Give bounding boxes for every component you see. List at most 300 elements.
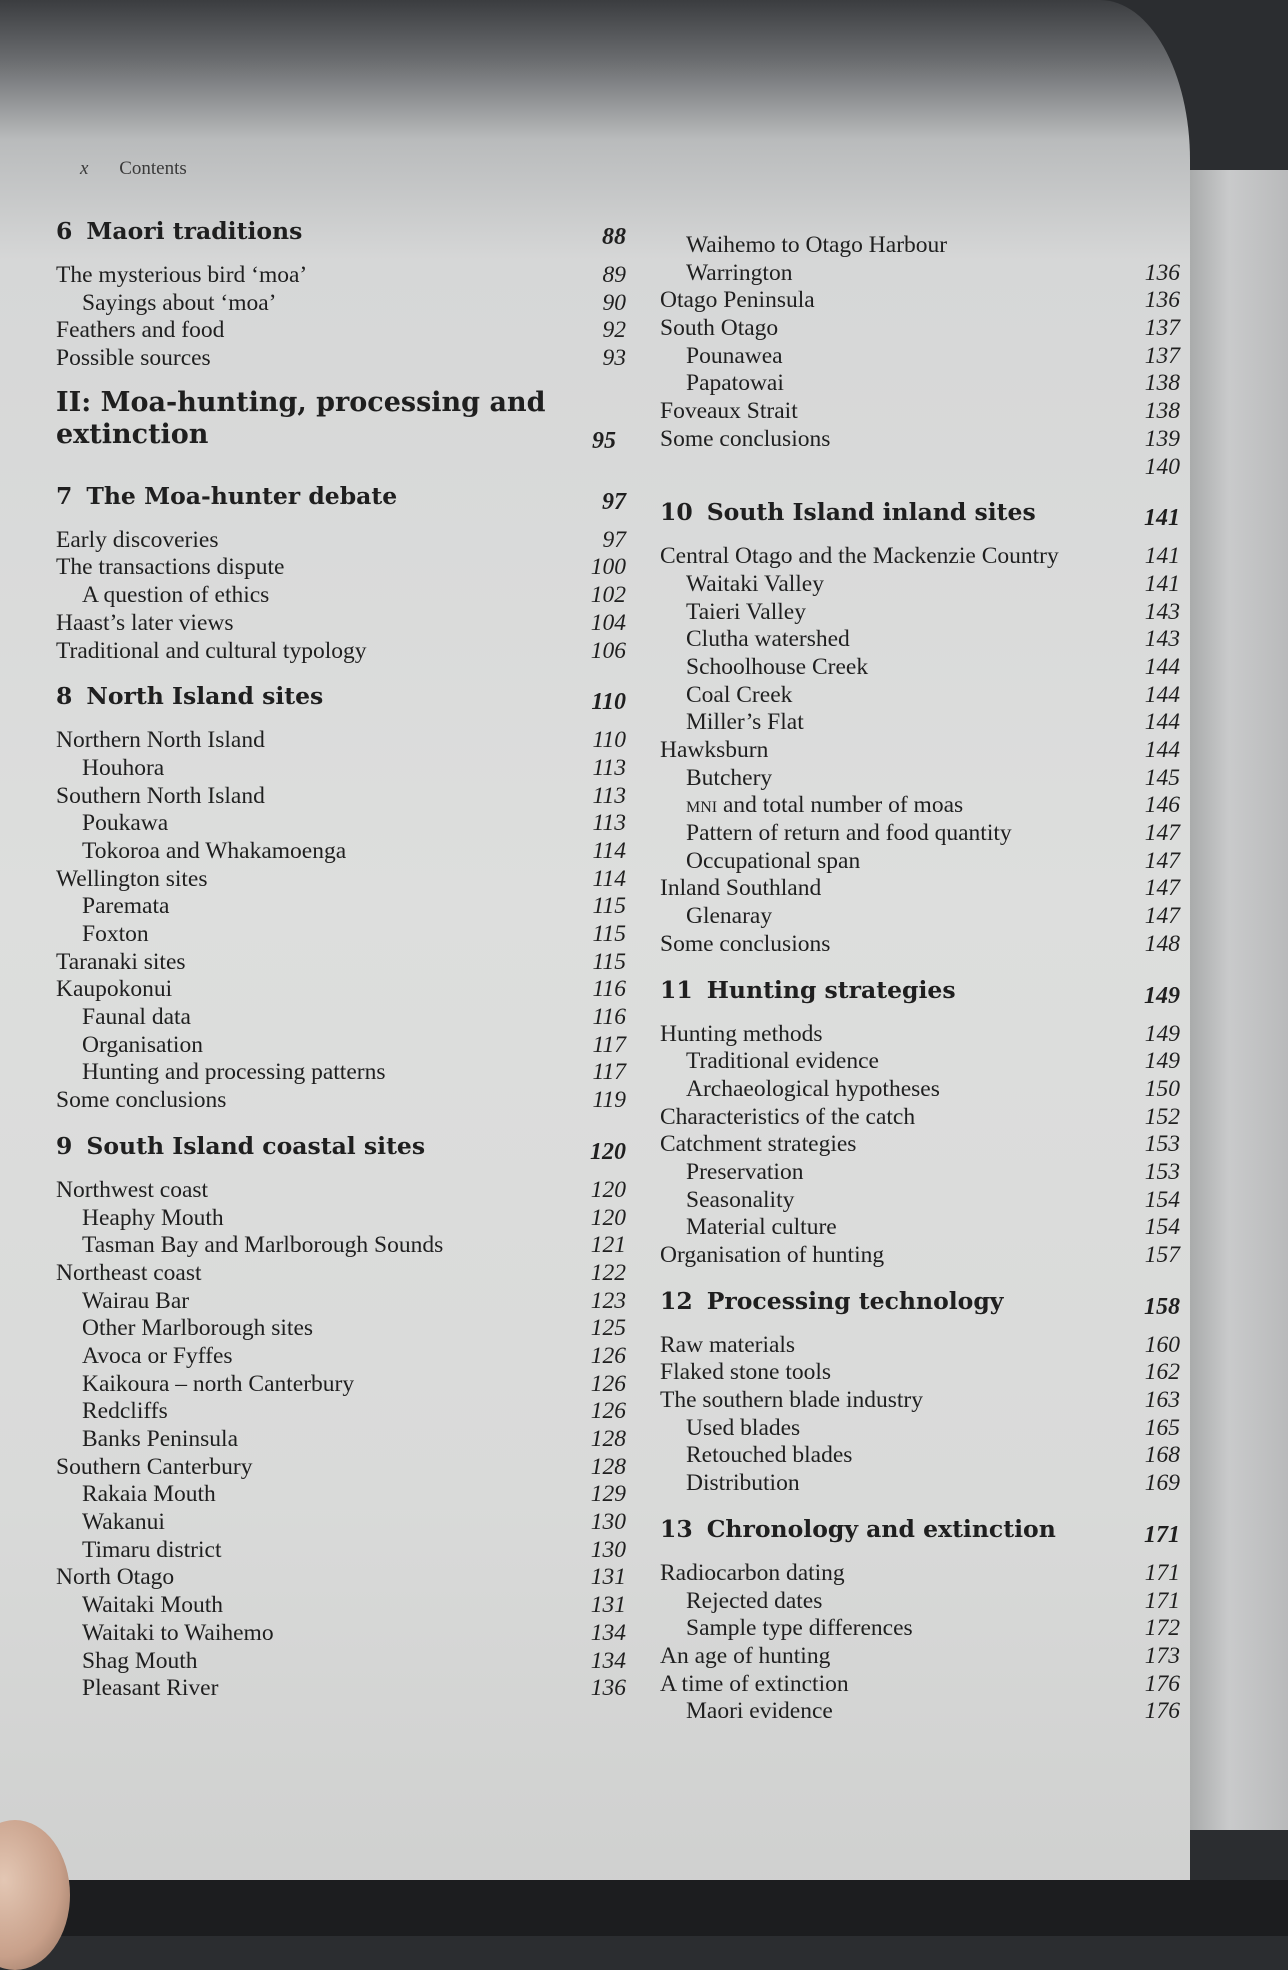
entry-title: Redcliffs	[82, 1398, 168, 1425]
entry-page: 115	[592, 921, 626, 947]
toc-entry	[660, 1671, 1180, 1699]
toc-entry	[660, 315, 1180, 343]
page-number: x	[80, 158, 89, 179]
entry-page: 116	[592, 1004, 626, 1031]
toc-entry	[56, 345, 626, 373]
chapter-heading	[660, 1512, 1180, 1546]
entry-title: Flaked stone tools	[660, 1359, 832, 1386]
entry-page: 149	[1144, 1020, 1180, 1047]
entry-page: 104	[590, 609, 626, 636]
toc-subentry	[660, 260, 1180, 288]
entry-title: Characteristics of the catch	[660, 1103, 916, 1130]
entry-page: 126	[590, 1370, 626, 1397]
entry-page: 139	[1144, 425, 1180, 452]
toc-subentry	[660, 1214, 1180, 1242]
section-gap	[56, 713, 626, 727]
section-gap	[660, 1007, 1180, 1021]
toc-subentry	[660, 626, 1180, 654]
entry-page: 150	[1144, 1075, 1180, 1102]
entry-title: Sample type differences	[686, 1615, 913, 1642]
chapter-title: South Island inland sites	[706, 498, 1036, 527]
entry-page: 129	[590, 1481, 626, 1508]
entry-title: Clutha watershed	[686, 626, 850, 653]
toc-entry	[56, 262, 626, 290]
toc-entry	[56, 866, 626, 894]
entry-page: 147	[1144, 875, 1180, 902]
entry-title: Otago Peninsula	[660, 287, 815, 314]
entry-title: Hunting methods	[660, 1020, 823, 1047]
section-gap	[56, 513, 626, 527]
entry-title: Occupational span	[686, 847, 861, 874]
entry-title: Waihemo to Otago Harbour	[686, 232, 948, 258]
toc-subentry	[56, 582, 626, 610]
entry-page: 153	[1144, 1131, 1180, 1158]
entry-page: 154	[1144, 1186, 1180, 1213]
toc-entry	[660, 1332, 1180, 1360]
entry-title: Material culture	[686, 1214, 837, 1241]
toc-subentry	[660, 903, 1180, 931]
entry-title: Northeast coast	[56, 1259, 202, 1286]
entry-title: mni and total number of moas	[686, 792, 964, 819]
section-gap	[660, 1546, 1180, 1560]
entry-page: 147	[1144, 903, 1180, 930]
toc-entry	[660, 1359, 1180, 1387]
toc-subentry	[56, 1592, 626, 1620]
entry-title: Raw materials	[660, 1331, 796, 1358]
entry-title: Shag Mouth	[82, 1647, 198, 1674]
entry-page: 144	[1144, 737, 1180, 763]
toc-entry	[660, 1104, 1180, 1132]
entry-page: 110	[592, 727, 626, 754]
toc-subentry	[56, 893, 626, 921]
toc-subentry	[660, 1615, 1180, 1643]
entry-title: Preservation	[686, 1158, 804, 1185]
entry-title: Taieri Valley	[686, 598, 806, 625]
running-head	[80, 158, 187, 180]
toc-subentry	[660, 1076, 1180, 1104]
toc-entry	[660, 931, 1180, 959]
entry-page: 165	[1144, 1414, 1180, 1441]
entry-page: 100	[590, 554, 626, 581]
chapter-page: 88	[602, 224, 626, 250]
toc-entry	[56, 610, 626, 638]
entry-title: Some conclusions	[660, 425, 831, 452]
toc-subentry	[660, 1442, 1180, 1470]
running-head-title: Contents	[119, 158, 187, 179]
entry-title: Warrington	[686, 259, 793, 286]
entry-title: Timaru district	[82, 1536, 222, 1563]
toc-subentry	[56, 1509, 626, 1537]
entry-title: Foxton	[82, 921, 149, 947]
toc-subentry	[56, 1426, 626, 1454]
entry-page: 140	[1144, 453, 1180, 480]
chapter-number: 11	[660, 975, 693, 1004]
toc-subentry	[660, 370, 1180, 398]
desk-shadow	[0, 1880, 1288, 1936]
toc-subentry	[660, 709, 1180, 737]
toc-entry	[56, 1177, 626, 1205]
section-gap	[660, 1498, 1180, 1512]
entry-title: Banks Peninsula	[82, 1426, 239, 1452]
part-page: 95	[592, 427, 616, 454]
entry-page: 145	[1144, 764, 1180, 791]
chapter-heading	[660, 495, 1180, 532]
chapter-page: 120	[590, 1138, 626, 1165]
entry-title: Wellington sites	[56, 865, 208, 892]
entry-title: Houhora	[82, 754, 165, 781]
entry-title: Organisation of hunting	[660, 1242, 885, 1268]
entry-title: Taranaki sites	[56, 948, 186, 975]
toc-subentry	[56, 1398, 626, 1426]
entry-page: 143	[1144, 626, 1180, 653]
chapter-page: 158	[1144, 1293, 1180, 1320]
toc-right-column	[660, 232, 1180, 1726]
toc-entry	[56, 1087, 626, 1115]
toc-subentry	[660, 571, 1180, 599]
toc-entry	[660, 543, 1180, 571]
section-gap	[56, 465, 626, 479]
entry-title: Faunal data	[82, 1004, 191, 1031]
toc-subentry	[660, 1415, 1180, 1443]
entry-page: 136	[590, 1675, 626, 1702]
toc-subentry	[660, 682, 1180, 710]
entry-page: 149	[1144, 1048, 1180, 1075]
entry-page: 93	[602, 345, 626, 372]
entry-page: 117	[592, 1059, 626, 1086]
entry-title: Traditional and cultural typology	[56, 637, 367, 664]
toc-left-column	[56, 214, 626, 1703]
entry-page: 146	[1144, 792, 1180, 819]
toc-subentry	[56, 1032, 626, 1060]
entry-page: 120	[590, 1176, 626, 1203]
entry-page: 115	[592, 893, 626, 920]
entry-page: 176	[1144, 1698, 1180, 1725]
toc-subentry	[660, 232, 1180, 260]
entry-page: 131	[590, 1564, 626, 1591]
entry-page: 113	[592, 810, 626, 837]
toc-subentry	[660, 1698, 1180, 1726]
chapter-page: 141	[1144, 505, 1180, 532]
entry-page: 131	[590, 1592, 626, 1619]
chapter-title: Processing technology	[706, 1286, 1004, 1315]
entry-title: Some conclusions	[660, 930, 831, 957]
toc-subentry	[56, 1481, 626, 1509]
entry-title: Rejected dates	[686, 1587, 823, 1614]
entry-page: 168	[1144, 1442, 1180, 1469]
toc-entry	[660, 398, 1180, 426]
entry-page: 114	[592, 837, 626, 864]
entry-page: 171	[1144, 1559, 1180, 1586]
entry-page: 128	[590, 1453, 626, 1480]
entry-title: Glenaray	[686, 903, 773, 930]
toc-entry	[660, 875, 1180, 903]
toc-subentry	[660, 1159, 1180, 1187]
entry-page: 172	[1144, 1615, 1180, 1642]
entry-title: Some conclusions	[56, 1087, 227, 1114]
entry-title: Papatowai	[686, 370, 784, 397]
entry-title: The southern blade industry	[660, 1387, 924, 1414]
chapter-heading	[56, 1129, 626, 1163]
section-gap	[660, 1270, 1180, 1284]
entry-page: 134	[590, 1619, 626, 1646]
chapter-heading	[660, 1284, 1180, 1318]
entry-title: Paremata	[82, 893, 170, 920]
entry-page: 141	[1144, 570, 1180, 597]
toc-subentry	[660, 1048, 1180, 1076]
entry-page: 144	[1144, 653, 1180, 680]
chapter-heading	[660, 973, 1180, 1007]
toc-entry	[660, 287, 1180, 315]
entry-title: Inland Southland	[660, 875, 822, 902]
entry-title: Waitaki Mouth	[82, 1592, 224, 1619]
section-gap	[660, 481, 1180, 495]
entry-title: The mysterious bird ‘moa’	[56, 262, 308, 288]
entry-page: 97	[602, 526, 626, 553]
entry-title: The transactions dispute	[56, 554, 285, 581]
entry-page: 102	[590, 582, 626, 609]
entry-title: Avoca or Fyffes	[82, 1342, 233, 1369]
entry-page: 134	[590, 1647, 626, 1674]
entry-title: Pattern of return and food quantity	[686, 820, 1012, 847]
toc-subentry	[56, 1059, 626, 1087]
entry-title: South Otago	[660, 315, 779, 342]
entry-page: 89	[602, 262, 626, 288]
toc-subentry	[56, 1288, 626, 1316]
chapter-number: 6	[56, 217, 73, 245]
chapter-number: 12	[660, 1286, 693, 1315]
entry-title: Southern North Island	[56, 782, 265, 809]
entry-title: Waitaki Valley	[686, 570, 824, 597]
entry-page: 113	[592, 782, 626, 809]
entry-page: 137	[1144, 315, 1180, 342]
part-title: II: Moa-hunting, processing and extinction	[56, 386, 546, 450]
toc-subentry	[56, 290, 626, 318]
entry-title: Used blades	[686, 1414, 801, 1441]
entry-page: 147	[1144, 847, 1180, 874]
toc-subentry	[56, 1648, 626, 1676]
entry-title: Haast’s later views	[56, 609, 234, 636]
section-gap	[56, 451, 626, 465]
section-gap	[56, 248, 626, 262]
entry-title: Archaeological hypotheses	[686, 1075, 940, 1102]
toc-entry	[56, 727, 626, 755]
entry-page: 147	[1144, 820, 1180, 847]
toc-subentry	[660, 343, 1180, 371]
toc-entry	[56, 1564, 626, 1592]
section-gap	[660, 1318, 1180, 1332]
entry-page: 92	[602, 317, 626, 344]
entry-page: 144	[1144, 681, 1180, 708]
entry-page: 114	[592, 865, 626, 892]
entry-title: Feathers and food	[56, 317, 225, 344]
toc-subentry	[660, 1588, 1180, 1616]
entry-title: An age of hunting	[660, 1642, 831, 1669]
entry-page: 144	[1144, 709, 1180, 736]
toc-entry	[56, 976, 626, 1004]
entry-page: 141	[1144, 543, 1180, 570]
entry-title: Retouched blades	[686, 1442, 853, 1469]
entry-title: Waitaki to Waihemo	[82, 1619, 274, 1646]
entry-page: 115	[592, 948, 626, 975]
section-gap	[56, 1115, 626, 1129]
entry-page: 137	[1144, 342, 1180, 369]
toc-subentry	[56, 1205, 626, 1233]
toc-entry	[56, 949, 626, 977]
toc-subentry	[660, 1187, 1180, 1215]
entry-title: Foveaux Strait	[660, 398, 798, 425]
chapter-title: Maori traditions	[86, 217, 303, 245]
toc-entry	[660, 1242, 1180, 1270]
entry-title: Other Marlborough sites	[82, 1315, 314, 1342]
entry-title: Poukawa	[82, 810, 169, 837]
chapter-page: 110	[591, 689, 626, 716]
toc-entry	[660, 1643, 1180, 1671]
toc-entry	[56, 638, 626, 666]
toc-subentry	[660, 599, 1180, 627]
toc-subentry	[56, 1004, 626, 1032]
entry-page: 153	[1144, 1158, 1180, 1185]
entry-title: Heaphy Mouth	[82, 1204, 224, 1231]
entry-page: 117	[592, 1031, 626, 1058]
entry-page: 176	[1144, 1670, 1180, 1697]
toc-entry	[660, 1131, 1180, 1159]
entry-page: 123	[590, 1287, 626, 1314]
entry-title: Northwest coast	[56, 1176, 209, 1203]
entry-page: 116	[592, 976, 626, 1003]
section-gap	[660, 529, 1180, 543]
toc-entry	[56, 554, 626, 582]
toc-entry	[660, 1387, 1180, 1415]
toc-subentry	[56, 1371, 626, 1399]
entry-page: 162	[1144, 1359, 1180, 1386]
section-gap	[56, 373, 626, 387]
toc-subentry	[56, 921, 626, 949]
entry-title: Wairau Bar	[82, 1287, 190, 1314]
entry-title: Tasman Bay and Marlborough Sounds	[82, 1232, 444, 1259]
toc-subentry	[56, 1315, 626, 1343]
chapter-title: North Island sites	[86, 682, 324, 711]
entry-page: 106	[590, 637, 626, 664]
entry-title: Maori evidence	[686, 1698, 833, 1725]
entry-page: 138	[1144, 398, 1180, 425]
entry-title: Coal Creek	[686, 681, 793, 708]
next-page-edge	[1190, 170, 1288, 1830]
entry-title: Hunting and processing patterns	[82, 1059, 386, 1086]
entry-page: 160	[1144, 1331, 1180, 1358]
entry-page: 125	[590, 1315, 626, 1342]
entry-title: Schoolhouse Creek	[686, 653, 869, 680]
chapter-heading	[56, 214, 626, 248]
entry-page: 154	[1144, 1214, 1180, 1241]
entry-title: Early discoveries	[56, 526, 219, 553]
entry-title: Kaupokonui	[56, 976, 173, 1003]
toc-subentry	[660, 654, 1180, 682]
entry-title: Tokoroa and Whakamoenga	[82, 837, 347, 864]
entry-title: Radiocarbon dating	[660, 1559, 845, 1586]
entry-page: 122	[590, 1259, 626, 1286]
entry-page: 128	[590, 1426, 626, 1452]
entry-title: Miller’s Flat	[686, 709, 804, 736]
entry-title: Organisation	[82, 1031, 203, 1058]
entry-page: 143	[1144, 598, 1180, 625]
toc-subentry	[56, 1537, 626, 1565]
part-heading	[56, 386, 616, 454]
entry-title: Traditional evidence	[686, 1048, 879, 1075]
toc-subentry	[56, 755, 626, 783]
entry-title: Pounawea	[686, 342, 783, 369]
toc-subentry	[660, 848, 1180, 876]
entry-page: 130	[590, 1509, 626, 1536]
entry-title: Possible sources	[56, 345, 211, 372]
entry-title: Wakanui	[82, 1509, 165, 1536]
entry-title: Catchment strategies	[660, 1131, 857, 1158]
entry-page: 163	[1144, 1387, 1180, 1414]
toc-subentry	[56, 810, 626, 838]
chapter-title: Hunting strategies	[706, 975, 956, 1004]
entry-page: 171	[1144, 1587, 1180, 1614]
entry-title: A time of extinction	[660, 1670, 849, 1697]
toc-subentry	[56, 1232, 626, 1260]
entry-page: 126	[590, 1342, 626, 1369]
entry-page: 126	[590, 1398, 626, 1425]
toc-subentry	[660, 1470, 1180, 1498]
entry-page: 136	[1144, 259, 1180, 286]
chapter-number: 7	[56, 481, 73, 510]
entry-page: 120	[590, 1204, 626, 1231]
entry-page: 121	[590, 1232, 626, 1259]
entry-page: 119	[592, 1087, 626, 1114]
entry-title: Northern North Island	[56, 727, 265, 754]
chapter-title: Chronology and extinction	[706, 1514, 1056, 1543]
chapter-number: 9	[56, 1131, 73, 1160]
entry-title: Hawksburn	[660, 737, 769, 763]
entry-title: A question of ethics	[82, 582, 270, 609]
toc-entry	[660, 426, 1180, 454]
entry-title: Kaikoura – north Canterbury	[82, 1370, 355, 1397]
chapter-number: 8	[56, 682, 73, 711]
entry-page: 157	[1144, 1242, 1180, 1268]
entry-title: Pleasant River	[82, 1675, 219, 1702]
toc-entry	[56, 317, 626, 345]
chapter-number: 13	[660, 1514, 693, 1543]
entry-title: Butchery	[686, 764, 773, 791]
toc-entry	[660, 737, 1180, 765]
toc-subentry	[660, 792, 1180, 820]
entry-title: North Otago	[56, 1564, 175, 1591]
toc-entry	[56, 527, 626, 555]
chapter-heading	[56, 479, 626, 513]
entry-title: Seasonality	[686, 1186, 795, 1213]
entry-page: 130	[590, 1536, 626, 1563]
toc-entry	[56, 1454, 626, 1482]
entry-page: 169	[1144, 1470, 1180, 1497]
entry-page: 152	[1144, 1103, 1180, 1130]
toc-subentry	[56, 1343, 626, 1371]
section-gap	[56, 665, 626, 679]
entry-title: Southern Canterbury	[56, 1453, 253, 1480]
toc-subentry	[56, 838, 626, 866]
entry-title: Sayings about ‘moa’	[82, 289, 277, 316]
entry-page: 138	[1144, 370, 1180, 397]
chapter-title: South Island coastal sites	[86, 1131, 426, 1160]
toc-subentry	[56, 1675, 626, 1703]
entry-page: 90	[602, 289, 626, 316]
toc-subentry	[660, 820, 1180, 848]
chapter-title: The Moa-hunter debate	[86, 481, 398, 510]
entry-title: Distribution	[686, 1470, 800, 1497]
toc-entry	[660, 454, 1180, 482]
toc-subentry	[56, 1620, 626, 1648]
